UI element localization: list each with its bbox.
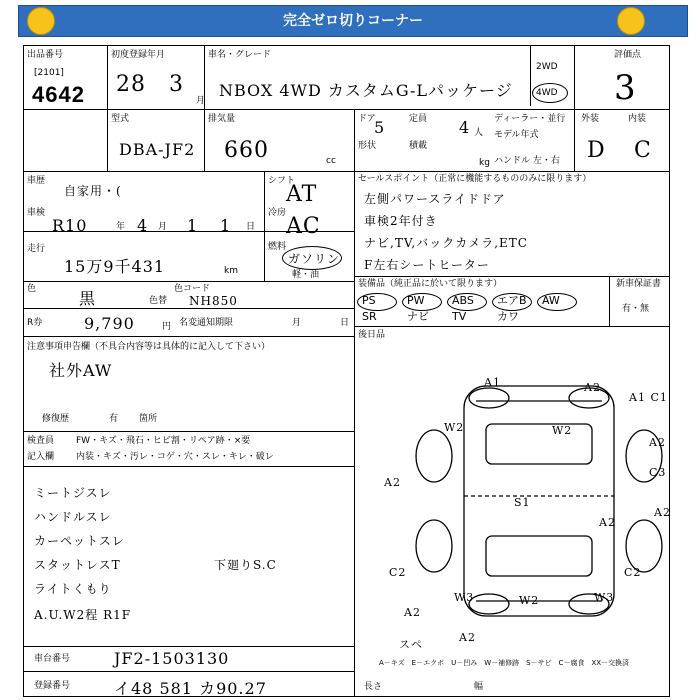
checker-label: 検査員 bbox=[27, 436, 55, 446]
mileage-value: 15万9千431 bbox=[64, 257, 166, 276]
model-code: DBA-JF2 bbox=[119, 140, 196, 159]
damage-mark: A2 bbox=[654, 506, 671, 519]
damage-mark: スペ bbox=[399, 638, 423, 651]
warranty-label: 新車保証書 bbox=[616, 279, 662, 289]
reg-year: 28 bbox=[116, 72, 146, 97]
recorder-label: 記入欄 bbox=[27, 452, 55, 462]
displacement-value: 660 bbox=[224, 138, 269, 163]
insp-year-unit: 年 bbox=[116, 222, 126, 232]
damage-mark: A2 bbox=[584, 381, 601, 394]
equipment-item: SR bbox=[362, 310, 377, 323]
equipment-item: PS bbox=[362, 294, 376, 307]
shape-label: 形状 bbox=[358, 141, 377, 151]
insp-month: 1 bbox=[187, 216, 199, 235]
drive-4wd: 4WD bbox=[536, 88, 558, 98]
insp-day-unit: 日 bbox=[246, 222, 256, 232]
remark-1: ミートジスレ bbox=[34, 486, 112, 500]
fuel-value: ガソリン bbox=[288, 252, 341, 266]
color-code-label: 色コード bbox=[174, 284, 211, 294]
shift-value: AT bbox=[286, 182, 318, 207]
bear-mascot-icon bbox=[617, 7, 645, 35]
score-label: 評価点 bbox=[614, 50, 642, 60]
check-items: FW・キズ・飛石・ヒビ割・リペア跡・×要 bbox=[76, 436, 251, 446]
lot-label: 出品番号 bbox=[27, 50, 64, 60]
dealer-label: ディーラー・並行 bbox=[494, 114, 566, 124]
remark-4: スタットレスT bbox=[34, 558, 121, 572]
equipment-item: PW bbox=[407, 294, 425, 307]
remark-5: ライトくもり bbox=[34, 582, 112, 596]
exterior-label: 外装 bbox=[581, 114, 600, 124]
reg-label: 登録番号 bbox=[34, 681, 71, 691]
damage-mark: A2 bbox=[599, 516, 616, 529]
damage-mark: C2 bbox=[389, 566, 407, 579]
equipment-item: TV bbox=[452, 310, 467, 323]
model-year-label: モデル年式 bbox=[494, 130, 539, 140]
damage-mark: W3 bbox=[594, 591, 615, 604]
score-value: 3 bbox=[614, 68, 637, 108]
equipment-label: 装備品（純正品に於いて限ります） bbox=[358, 279, 503, 289]
doors-value: 5 bbox=[374, 118, 386, 137]
damage-mark: W2 bbox=[444, 421, 465, 434]
exterior-grade: D bbox=[587, 138, 606, 163]
remark-2: ハンドルスレ bbox=[34, 510, 112, 524]
equipment-item: ABS bbox=[452, 294, 474, 307]
model-label: 型式 bbox=[111, 114, 130, 124]
car-name: NBOX 4WD カスタムG-Lパッケージ bbox=[219, 81, 513, 100]
color-label: 色 bbox=[27, 284, 37, 294]
damage-mark: S1 bbox=[514, 496, 531, 509]
mileage-label: 走行 bbox=[27, 244, 46, 254]
kg-unit: kg bbox=[479, 158, 490, 168]
km-unit: km bbox=[224, 266, 238, 276]
damage-mark: A1 bbox=[484, 376, 501, 389]
history-label: 車歴 bbox=[27, 176, 46, 186]
damage-mark: A2 bbox=[404, 606, 421, 619]
insp-month-unit: 月 bbox=[158, 222, 168, 232]
lot-number: 4642 bbox=[32, 82, 85, 107]
remark-3: カーペットスレ bbox=[34, 534, 125, 548]
repair-part: 箇所 bbox=[139, 414, 158, 424]
chassis-label: 車台番号 bbox=[34, 654, 71, 664]
nc-month-unit: 月 bbox=[292, 318, 302, 328]
load-label: 積載 bbox=[409, 141, 428, 151]
color-value: 黒 bbox=[79, 289, 97, 308]
back-seat-label: 後日品 bbox=[358, 330, 386, 340]
car-name-label: 車名・グレード bbox=[208, 50, 272, 60]
insp-era: R10 bbox=[52, 216, 88, 235]
fuel-label: 燃料 bbox=[268, 242, 287, 252]
reg-value: イ48 581 カ90.27 bbox=[114, 679, 267, 698]
capacity-value: 4 bbox=[459, 118, 471, 137]
damage-mark: A1 C1 bbox=[629, 391, 668, 404]
sales-point-label: セールスポイント（正常に機能するもののみに限ります） bbox=[358, 174, 592, 184]
damage-mark: A2 bbox=[384, 476, 401, 489]
region-code: [2101] bbox=[34, 68, 64, 78]
damage-mark: A2 bbox=[649, 436, 666, 449]
handle-label: ハンドル 左・右 bbox=[494, 156, 560, 166]
nc-day-unit: 日 bbox=[340, 318, 350, 328]
aircon-label: 冷房 bbox=[268, 208, 287, 218]
damage-mark: W3 bbox=[454, 591, 475, 604]
sales-line-1: 左側パワースライドドア bbox=[364, 192, 506, 206]
capacity-label: 定員 bbox=[409, 114, 428, 124]
drive-2wd: 2WD bbox=[536, 62, 558, 72]
insp-year: 4 bbox=[137, 216, 149, 235]
shift-label: シフト bbox=[268, 176, 296, 186]
repair-yes: 有 bbox=[109, 414, 119, 424]
sales-line-2: 車検2年付き bbox=[364, 214, 438, 228]
aircon-value: AC bbox=[286, 214, 321, 239]
person-unit: 人 bbox=[474, 128, 484, 138]
damage-mark: A2 bbox=[459, 631, 476, 644]
color-change-label: 色替 bbox=[149, 296, 168, 306]
width-label: 幅 bbox=[474, 682, 484, 692]
damage-mark: W2 bbox=[519, 594, 540, 607]
auction-sheet bbox=[23, 45, 670, 697]
cc-unit: cc bbox=[326, 156, 336, 166]
record-items: 内装・キズ・汚レ・コゲ・穴・スレ・キレ・破レ bbox=[76, 452, 274, 462]
fuel-options: 軽・油 bbox=[292, 270, 320, 280]
notes-title: 注意事項申告欄（不具合内容等は具体的に記入して下さい） bbox=[27, 342, 271, 352]
warranty-value: 有・無 bbox=[622, 304, 650, 314]
sales-line-3: ナビ,TV,バックカメラ,ETC bbox=[364, 236, 528, 250]
recycle-label: R券 bbox=[27, 318, 43, 328]
yen-unit: 円 bbox=[162, 322, 172, 332]
interior-label: 内装 bbox=[628, 114, 647, 124]
chassis-value: JF2-1503130 bbox=[114, 649, 230, 668]
damage-mark: C2 bbox=[624, 566, 642, 579]
first-reg-label: 初度登録年月 bbox=[111, 50, 166, 60]
length-label: 長さ bbox=[364, 682, 383, 692]
rear-parts: 下廻りS.C bbox=[214, 558, 277, 572]
recycle-value: 9,790 bbox=[84, 314, 135, 333]
equipment-item: カワ bbox=[497, 310, 519, 323]
damage-mark: C3 bbox=[649, 466, 667, 479]
sales-line-4: F左右シートヒーター bbox=[364, 258, 490, 272]
header-bar bbox=[18, 5, 688, 37]
notes-value: 社外AW bbox=[49, 361, 113, 380]
insp-day: 1 bbox=[220, 216, 232, 235]
car-damage-diagram bbox=[24, 46, 669, 696]
month-unit: 月 bbox=[196, 96, 206, 106]
doors-label: ドア bbox=[358, 114, 376, 124]
inspection-label: 車検 bbox=[27, 208, 46, 218]
bear-mascot-icon bbox=[27, 7, 55, 35]
displacement-label: 排気量 bbox=[208, 114, 236, 124]
damage-mark: W2 bbox=[552, 424, 573, 437]
equipment-item: AW bbox=[542, 294, 560, 307]
damage-legend: A－キズ E－エクボ U－凹み W－補修跡 S－サビ C－腐食 XX－交換済 bbox=[379, 659, 630, 667]
equipment-item: エアB bbox=[497, 294, 527, 307]
history-value: 自家用・( bbox=[64, 184, 122, 198]
equipment-item: ナビ bbox=[407, 310, 429, 323]
interior-grade: C bbox=[634, 138, 652, 163]
repair-history-label: 修復歴 bbox=[42, 414, 70, 424]
remark-6: A.U.W2程 R1F bbox=[34, 608, 132, 622]
name-change-label: 名変通知期限 bbox=[179, 318, 234, 328]
header-title: 完全ゼロ切りコーナー bbox=[283, 13, 423, 29]
reg-month: 3 bbox=[169, 72, 184, 97]
color-code-value: NH850 bbox=[189, 294, 238, 308]
